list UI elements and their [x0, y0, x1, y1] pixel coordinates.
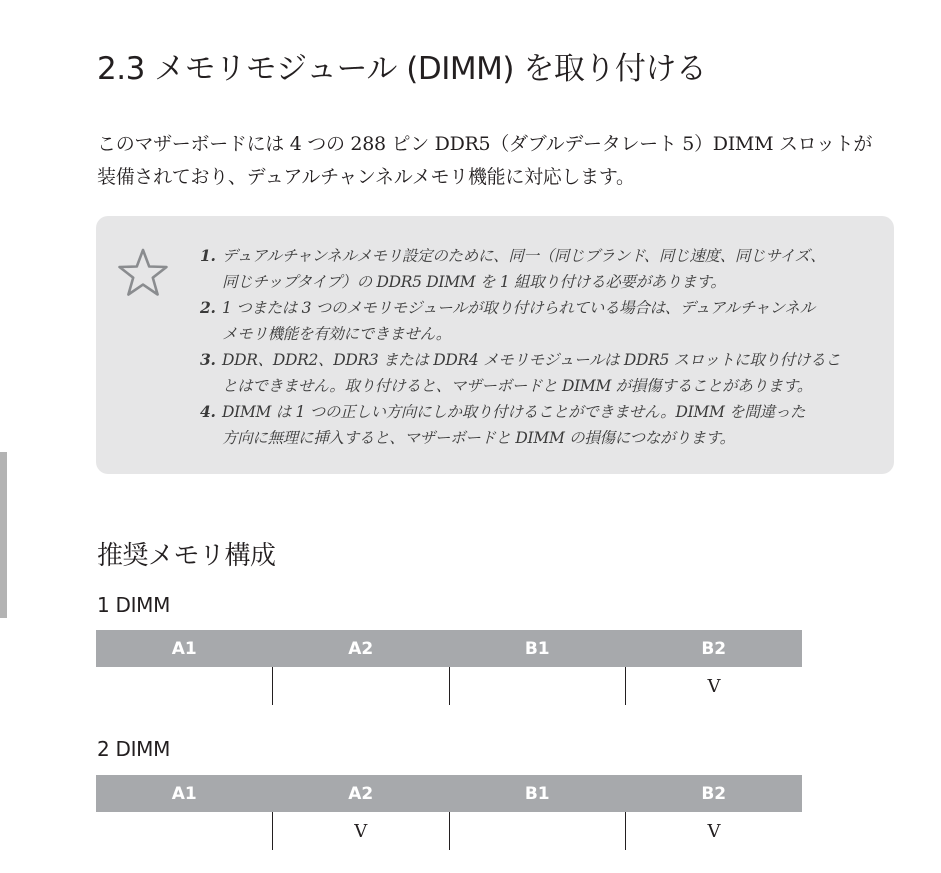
table-row: [96, 812, 802, 850]
slot-cell: V: [273, 812, 450, 850]
recommended-config-heading: 推奨メモリ構成: [97, 541, 276, 571]
intro-paragraph: [97, 128, 897, 194]
note-item: [200, 295, 860, 347]
section-title: 2.3 メモリモジュール (DIMM) を取り付ける: [97, 51, 707, 87]
note-list: [200, 243, 860, 451]
slot-cell: [449, 812, 626, 850]
config-label-2-dimm: 2 DIMM: [97, 737, 171, 761]
note-item-text: DDR、DDR2、DDR3 または DDR4 メモリモジュールは DDR5 スロットに取り付けるこ: [222, 351, 841, 369]
slot-header: B2: [626, 630, 803, 667]
slot-header: B2: [626, 775, 803, 812]
slot-cell: [273, 667, 450, 705]
note-item-text: メモリ機能を有効にできません。: [222, 325, 451, 343]
star-icon: [115, 247, 171, 299]
note-item-text: とはできません。取り付けると、マザーボードと DIMM が損傷することがあります。: [222, 377, 813, 395]
slot-header: A1: [96, 630, 273, 667]
slot-header: A2: [273, 775, 450, 812]
table-row: [96, 667, 802, 705]
slot-cell: V: [626, 812, 803, 850]
page-edge-tab: [0, 452, 7, 618]
slot-cell: [449, 667, 626, 705]
note-item-number: 1.: [200, 246, 216, 265]
table-header-row: [96, 630, 802, 667]
slot-cell: [96, 667, 273, 705]
slot-header: A1: [96, 775, 273, 812]
intro-line: このマザーボードには 4 つの 288 ピン DDR5（ダブルデータレート 5）DIMM スロットが: [97, 133, 873, 155]
note-item: [200, 399, 860, 451]
note-box: [96, 216, 894, 474]
note-item: [200, 347, 860, 399]
note-item-text: デュアルチャンネルメモリ設定のために、同一（同じブランド、同じ速度、同じサイズ、: [222, 247, 826, 265]
note-item-number: 2.: [200, 298, 216, 317]
note-item-text: 方向に無理に挿入すると、マザーボードと DIMM の損傷につながります。: [222, 429, 735, 447]
slot-header: A2: [273, 630, 450, 667]
config-table-1-dimm: [96, 630, 802, 705]
note-item-text: 同じチップタイプ）の DDR5 DIMM を 1 組取り付ける必要があります。: [222, 273, 726, 291]
note-item: [200, 243, 860, 295]
table-header-row: [96, 775, 802, 812]
slot-header: B1: [449, 775, 626, 812]
config-table-2-dimm: [96, 775, 802, 850]
note-item-text: 1 つまたは 3 つのメモリモジュールが取り付けられている場合は、デュアルチャンネル: [222, 299, 815, 317]
slot-cell: [96, 812, 273, 850]
note-item-number: 3.: [200, 350, 216, 369]
intro-line: 装備されており、デュアルチャンネルメモリ機能に対応します。: [97, 166, 635, 188]
note-item-text: DIMM は 1 つの正しい方向にしか取り付けることができません。DIMM を間違った: [222, 403, 806, 421]
config-label-1-dimm: 1 DIMM: [97, 593, 171, 617]
slot-header: B1: [449, 630, 626, 667]
slot-cell: V: [626, 667, 803, 705]
note-item-number: 4.: [200, 402, 216, 421]
